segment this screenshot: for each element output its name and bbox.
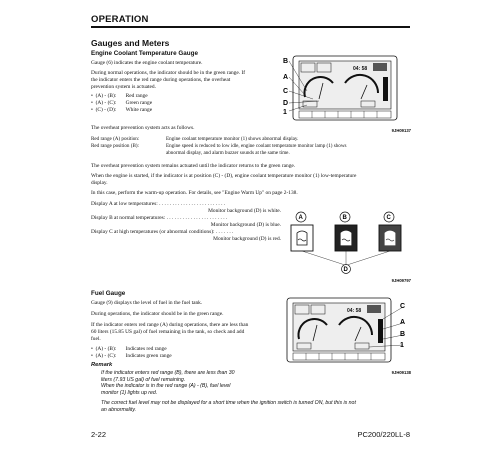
fuel-red-line1: If the indicator enters red range (A) during operations, there are less than	[91, 322, 249, 328]
coolant-para1-line1: During normal operations, the indicator should be in the green range. If	[91, 70, 246, 76]
fuel-normal: During operations, the indicator should be in the green range.	[91, 311, 224, 317]
display-c-label: Display C at high temperatures (or abnormal conditions):	[91, 229, 216, 235]
coolant-gauge-figure	[283, 53, 411, 133]
red-a-label: Red range (A) position:	[91, 136, 140, 142]
display-b-label: Display B at normal temperatures:	[91, 215, 167, 221]
figure-id: 9JH09797	[391, 278, 411, 283]
figure-letter: 1	[400, 342, 404, 349]
fuel-note	[101, 400, 411, 413]
page-number: 2-22	[91, 430, 107, 439]
model-name: PC200/220LL-8	[357, 430, 410, 439]
display-c: Display C at high temperatures (or abnormal conditions): . . . . . . .	[91, 229, 234, 235]
figure-letter: B	[283, 58, 289, 65]
warmup-note: In this case, perform the warm-up operation. For details, see "Engine Warm Up" on page 2-138.	[91, 190, 298, 196]
red-a-text: Engine coolant temperature monitor (1) shows abnormal display.	[166, 136, 299, 142]
figure-letter: B	[342, 215, 347, 222]
display-a: Display A at low temperatures: . . . . . . . . . . . . . . . . . . . . . . . . .	[91, 201, 226, 207]
remark-line4: monitor (1) lights up red.	[101, 389, 158, 396]
list-item: • (A) - (B): Red range	[91, 93, 148, 99]
coolant-range-list	[91, 93, 152, 114]
header-rule	[91, 26, 410, 28]
figure-letter: B	[400, 331, 406, 338]
list-item: • (A) - (B): Indicates red range	[91, 346, 167, 352]
red-b-text-line1: Engine speed is reduced to low idle, engine coolant temperature monitor lamp (1) shows	[166, 143, 347, 149]
fuel-monitor-illustration	[283, 295, 411, 375]
fuel-gauge-figure	[283, 295, 411, 375]
figure-letter: A	[400, 319, 406, 326]
red-b-label: Red range position (B):	[91, 143, 139, 149]
red-b-text-line2: abnormal display, and alarm buzzer sounds at the same time.	[166, 149, 290, 156]
engine-started-line2: display.	[91, 180, 108, 186]
section-header: OPERATION	[91, 14, 149, 25]
fuel-heading: Fuel Gauge	[91, 290, 126, 297]
system-acts: The overheat prevention system acts as follows.	[91, 125, 195, 131]
fuel-red	[91, 322, 281, 343]
remark-title: Remark	[91, 362, 113, 368]
coolant-para1-line3: prevention system is actuated.	[91, 84, 156, 90]
remark-line3: When the indicator is in the red range (A) - (B), fuel level	[101, 383, 231, 390]
figure-id: 9JH09138	[391, 370, 411, 375]
clock-readout: 04: 58	[353, 66, 368, 72]
figure-letter: C	[283, 88, 289, 95]
coolant-heading: Engine Coolant Temperature Gauge	[91, 50, 198, 57]
list-item: • (A) - (C): Green range	[91, 100, 153, 106]
remark-text	[101, 370, 281, 396]
fuel-note-line1: The correct fuel level may not be displayed for a short time when the ignition switch is turned ON, but this is not	[101, 400, 356, 406]
display-a-label: Display A at low temperatures:	[91, 201, 160, 207]
page-title: Gauges and Meters	[91, 38, 170, 48]
display-b-result: Monitor background (D) is blue.	[210, 222, 281, 228]
coolant-display-figure	[283, 203, 411, 283]
list-item: • (A) - (C): Indicates green range	[91, 353, 172, 359]
figure-letter: D	[343, 267, 348, 274]
coolant-para1	[91, 70, 281, 91]
clock-readout: 04: 58	[347, 308, 362, 314]
display-states-illustration	[283, 203, 411, 283]
coolant-para1-line2: the indicator enters the red range during operations, the overheat	[91, 77, 231, 83]
figure-letter: D	[283, 100, 289, 107]
fuel-range-list	[91, 346, 172, 360]
figure-letter: A	[298, 215, 303, 222]
list-item: • (C) - (D): White range	[91, 107, 153, 113]
engine-started-line1: When the engine is started, if the indicator is at position (C) - (D), engine coolant temperature monitor (1) low-temperature	[91, 173, 357, 179]
figure-letter: A	[283, 74, 289, 81]
system-returns: The overheat prevention system remains actuated until the indicator returns to the green range.	[91, 163, 296, 169]
figure-letter: 1	[283, 109, 287, 116]
fuel-note-line2: an abnormality.	[101, 406, 137, 413]
figure-letter: C	[386, 215, 391, 222]
display-c-result: Monitor background (D) is red.	[213, 236, 281, 242]
display-a-result: Monitor background (D) is white.	[208, 208, 281, 214]
red-b-text	[166, 143, 411, 156]
monitor-illustration	[283, 53, 411, 133]
display-b: Display B at normal temperatures: . . . . . . . . . . . . . . . . . . . . . . .	[91, 215, 228, 221]
figure-id: 9JH09137	[391, 128, 411, 133]
fuel-red-line2: 60 liters (15.85 US gal) of fuel remaining in the tank, so check and add	[91, 329, 245, 335]
remark-line1: If the indicator enters red range (B), there are less than 30	[101, 370, 235, 376]
fuel-intro: Gauge (9) displays the level of fuel in the fuel tank.	[91, 300, 203, 306]
fuel-red-line3: fuel.	[91, 336, 101, 342]
engine-started	[91, 173, 411, 187]
figure-letter: C	[400, 303, 406, 310]
coolant-intro: Gauge (6) indicates the engine coolant temperature.	[91, 60, 203, 66]
remark-line2: liters (7.93 US gal) of fuel remaining.	[101, 376, 186, 383]
